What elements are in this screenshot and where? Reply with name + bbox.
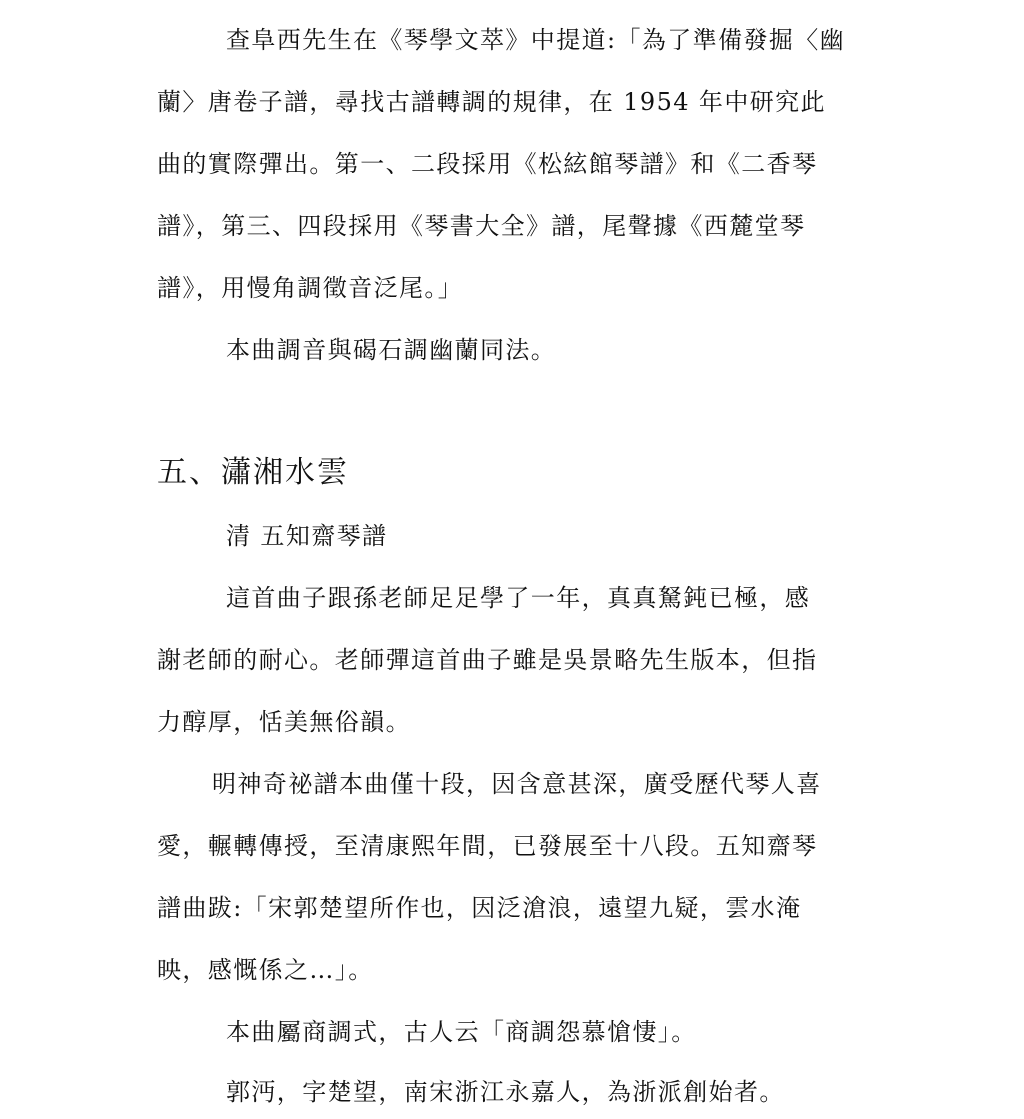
paragraph-4-line-4: 映，感慨係之…」。	[157, 956, 374, 984]
paragraph-5: 本曲屬商調式，古人云「商調怨慕愴悽」。	[226, 1018, 697, 1046]
paragraph-1-line-2: 蘭〉唐卷子譜，尋找古譜轉調的規律，在 1954 年中研究此	[157, 88, 826, 116]
paragraph-2: 本曲調音與碣石調幽蘭同法。	[226, 336, 557, 364]
paragraph-3-line-3: 力醇厚，恬美無俗韻。	[157, 708, 411, 736]
section-source: 清 五知齋琴譜	[226, 522, 388, 550]
paragraph-1-line-3: 曲的實際彈出。第一、二段採用《松絃館琴譜》和《二香琴	[157, 150, 818, 178]
paragraph-4-line-3: 譜曲跋:「宋郭楚望所作也，因泛滄浪，遠望九疑，雲水淹	[157, 894, 802, 922]
paragraph-3-line-1: 這首曲子跟孫老師足足學了一年，真真駑鈍已極，感	[226, 584, 811, 612]
section-heading: 五、瀟湘水雲	[157, 455, 349, 490]
paragraph-4-line-2: 愛，輾轉傳授，至清康熙年間，已發展至十八段。五知齋琴	[157, 832, 818, 860]
paragraph-6: 郭沔，字楚望，南宋浙江永嘉人，為浙派創始者。	[226, 1078, 785, 1106]
paragraph-4-line-1: 明神奇祕譜本曲僅十段，因含意甚深，廣受歷代琴人喜	[212, 770, 822, 798]
paragraph-3-line-2: 謝老師的耐心。老師彈這首曲子雖是吳景略先生版本，但指	[157, 646, 818, 674]
paragraph-1-line-5: 譜》，用慢角調徵音泛尾。」	[157, 274, 464, 302]
paragraph-1-line-1: 查阜西先生在《琴學文萃》中提道:「為了準備發掘〈幽	[226, 26, 846, 54]
paragraph-1-line-4: 譜》，第三、四段採用《琴書大全》譜，尾聲據《西麓堂琴	[157, 212, 806, 240]
